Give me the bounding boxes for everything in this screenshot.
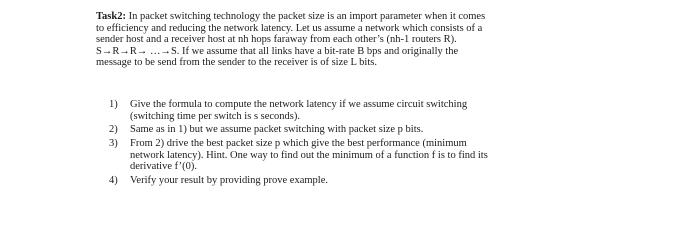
task-description	[96, 11, 626, 69]
task-paragraph	[96, 11, 626, 69]
question-item-1	[109, 99, 579, 122]
question-number: 1)	[109, 99, 118, 110]
task-line	[96, 11, 626, 23]
question-line: derivative f’(0).	[130, 161, 198, 173]
question-item-4	[109, 175, 579, 187]
question-line: Same as in 1) but we assume packet switching with packet size p bits.	[130, 124, 424, 136]
question-number: 2)	[109, 124, 118, 136]
question-item-2	[109, 124, 579, 136]
question-line: Give the formula to compute the network latency if we assume circuit switching	[130, 99, 468, 110]
task-line: message to be send from the sender to the receiver is of size L bits.	[96, 57, 377, 69]
question-list	[109, 99, 579, 189]
question-item-3	[109, 138, 579, 173]
task-line: sender host and a receiver host at nh hops faraway from each other’s (nh-1 routers R).	[96, 34, 457, 46]
question-line: Verify your result by providing prove example.	[130, 175, 328, 187]
task-line-text: In packet switching technology the packet size is an import parameter when it comes	[125, 11, 486, 22]
task-line: to efficiency and reducing the network latency. Let us assume a network which consists of a	[96, 22, 483, 34]
question-line: (switching time per switch is s seconds).	[130, 110, 301, 122]
task-line: S→R→R→ …→S. If we assume that all links have a bit-rate B bps and originally the	[96, 45, 459, 57]
question-number: 3)	[109, 138, 118, 150]
task-label: Task2:	[96, 11, 126, 22]
question-line: network latency). Hint. One way to find out the minimum of a function f is to find its	[130, 149, 488, 161]
question-line: From 2) drive the best packet size p which give the best performance (minimum	[130, 138, 467, 150]
question-number: 4)	[109, 175, 118, 187]
